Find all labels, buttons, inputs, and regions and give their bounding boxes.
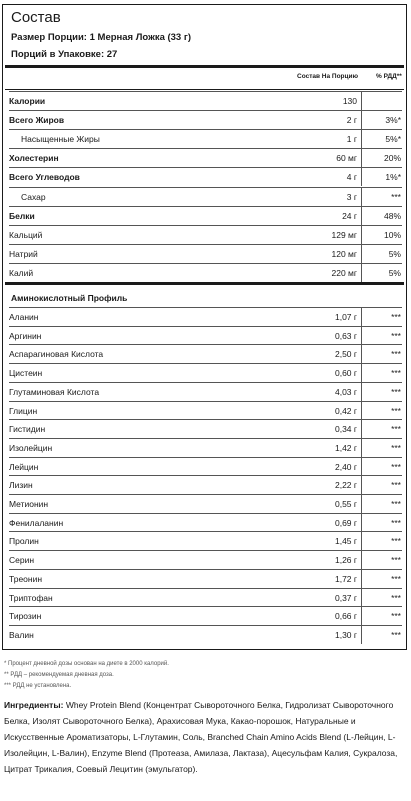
amino-daily-value: *** bbox=[391, 611, 401, 622]
amino-name: Тирозин bbox=[9, 611, 42, 622]
amino-amount: 0,66 г bbox=[334, 611, 357, 622]
nutrient-row bbox=[9, 167, 402, 186]
nutrient-amount: 60 мг bbox=[336, 153, 357, 164]
nutrition-facts-panel bbox=[2, 4, 407, 650]
header-divider bbox=[5, 89, 404, 90]
nutrient-row bbox=[9, 244, 402, 263]
footnote-2: ** РДД – рекомендуемая дневная доза. bbox=[4, 672, 114, 678]
nutrient-amount: 4 г bbox=[346, 172, 357, 183]
amino-daily-value: *** bbox=[391, 480, 401, 491]
amino-amount: 0,69 г bbox=[334, 517, 357, 528]
nutrient-row bbox=[9, 225, 402, 244]
serving-size: Размер Порции: 1 Мерная Ложка (33 г) bbox=[11, 32, 191, 43]
amino-daily-value: *** bbox=[391, 517, 401, 528]
amino-amount: 0,34 г bbox=[334, 424, 357, 435]
column-divider bbox=[361, 111, 362, 129]
amino-row bbox=[9, 382, 402, 401]
column-divider bbox=[361, 476, 362, 494]
amino-row bbox=[9, 401, 402, 420]
amino-amount: 4,03 г bbox=[334, 386, 357, 397]
column-divider bbox=[361, 149, 362, 167]
column-divider bbox=[361, 226, 362, 244]
amino-name: Аргинин bbox=[9, 330, 42, 341]
column-divider bbox=[361, 245, 362, 263]
amino-daily-value: *** bbox=[391, 499, 401, 509]
amino-amount: 1,07 г bbox=[334, 312, 357, 322]
amino-daily-value: *** bbox=[391, 405, 401, 416]
amino-amount: 0,60 г bbox=[334, 368, 357, 379]
column-divider bbox=[361, 264, 362, 282]
amino-row bbox=[9, 494, 402, 513]
ingredients bbox=[4, 697, 406, 777]
nutrient-name: Насыщенные Жиры bbox=[21, 134, 100, 145]
amino-amount: 1,72 г bbox=[334, 573, 357, 584]
amino-row bbox=[9, 513, 402, 532]
amino-row bbox=[9, 419, 402, 438]
amino-name: Фенилаланин bbox=[9, 517, 64, 528]
amino-name: Аланин bbox=[9, 312, 39, 322]
amino-name: Валин bbox=[9, 629, 34, 640]
nutrient-row bbox=[9, 129, 402, 148]
amino-row bbox=[9, 588, 402, 607]
amino-name: Гистидин bbox=[9, 424, 46, 435]
nutrient-amount: 3 г bbox=[346, 191, 357, 202]
amino-amount: 1,42 г bbox=[334, 442, 357, 453]
column-divider bbox=[361, 130, 362, 148]
amino-daily-value: *** bbox=[391, 368, 401, 379]
column-divider bbox=[361, 345, 362, 363]
nutrient-name: Белки bbox=[9, 210, 35, 221]
nutrient-daily-value: 10% bbox=[383, 229, 401, 240]
amino-name: Серин bbox=[9, 555, 35, 566]
amino-daily-value: *** bbox=[391, 592, 401, 603]
nutrient-amount: 24 г bbox=[342, 210, 357, 221]
column-divider bbox=[361, 570, 362, 588]
amino-daily-value: *** bbox=[391, 573, 401, 584]
nutrient-daily-value: 20% bbox=[383, 153, 401, 164]
amino-amount: 2,50 г bbox=[334, 349, 357, 360]
column-divider bbox=[361, 626, 362, 644]
amino-section-title: Аминокислотный Профиль bbox=[11, 293, 128, 303]
column-divider bbox=[361, 532, 362, 550]
footnote-3: *** РДД не установлена. bbox=[4, 683, 72, 689]
column-divider bbox=[361, 188, 362, 206]
amino-name: Аспарагиновая Кислота bbox=[9, 349, 104, 360]
nutrient-name: Кальций bbox=[9, 229, 43, 240]
thick-divider-amino bbox=[5, 282, 404, 285]
amino-row bbox=[9, 625, 402, 644]
column-divider bbox=[361, 168, 362, 186]
amino-amount: 0,42 г bbox=[334, 405, 357, 416]
panel-title: Состав bbox=[11, 9, 61, 26]
column-divider bbox=[361, 92, 362, 110]
amino-name: Изолейцин bbox=[9, 442, 53, 453]
amino-name: Метионин bbox=[9, 499, 49, 509]
amino-daily-value: *** bbox=[391, 629, 401, 640]
column-divider bbox=[361, 495, 362, 513]
amino-daily-value: *** bbox=[391, 386, 401, 397]
amino-name: Цистеин bbox=[9, 368, 43, 379]
footnote-1: * Процент дневной дозы основан на диете в 2000 калорий. bbox=[4, 661, 169, 667]
column-divider bbox=[361, 327, 362, 345]
column-divider bbox=[361, 402, 362, 420]
column-divider bbox=[361, 589, 362, 607]
amino-row bbox=[9, 363, 402, 382]
amino-row bbox=[9, 307, 402, 326]
amino-amount: 0,55 г bbox=[334, 499, 357, 509]
column-divider bbox=[361, 383, 362, 401]
amino-row bbox=[9, 475, 402, 494]
amino-row bbox=[9, 531, 402, 550]
amino-amount: 2,40 г bbox=[334, 461, 357, 472]
nutrient-amount: 129 мг bbox=[331, 229, 357, 240]
nutrient-name: Всего Жиров bbox=[9, 115, 65, 126]
thick-divider-top bbox=[5, 65, 404, 68]
amino-name: Триптофан bbox=[9, 592, 53, 603]
nutrient-amount: 120 мг bbox=[331, 248, 357, 259]
amino-row bbox=[9, 438, 402, 457]
amino-daily-value: *** bbox=[391, 312, 401, 322]
amino-daily-value: *** bbox=[391, 536, 401, 547]
column-divider bbox=[361, 458, 362, 476]
ingredients-label: Ингредиенты: bbox=[4, 700, 64, 710]
amino-amount: 1,45 г bbox=[334, 536, 357, 547]
nutrient-daily-value: 1%* bbox=[385, 172, 401, 183]
ingredients-text: Whey Protein Blend (Концентрат Сывороточного Белка, Гидролизат Сывороточного Белка, Изолят Сывороточного Белка), Арахисовая Мука, Какао-порошок, Натуральные и Искусственные Ароматизаторы, L-Глутамин, Соль, Branched Chain Amino Acids Blend (L-Лейцин, L-Изолейцин, L-Валин), Enzyme Blend (Протеаза, Амилаза, Лактаза), Ацесульфам Калия, Сукралоза, Цитрат Трикалия, Соевый Лецитин (эмульгатор). bbox=[4, 700, 398, 774]
column-header-amount: Состав На Порцию bbox=[297, 73, 359, 80]
amino-daily-value: *** bbox=[391, 461, 401, 472]
amino-row bbox=[9, 457, 402, 476]
amino-daily-value: *** bbox=[391, 424, 401, 435]
amino-daily-value: *** bbox=[391, 330, 401, 341]
amino-name: Треонин bbox=[9, 573, 43, 584]
amino-daily-value: *** bbox=[391, 555, 401, 566]
nutrient-name: Сахар bbox=[21, 191, 46, 202]
column-divider bbox=[361, 514, 362, 532]
nutrient-amount: 130 bbox=[342, 96, 357, 106]
nutrient-daily-value: 5% bbox=[388, 248, 401, 259]
nutrient-daily-value: 5% bbox=[388, 267, 401, 278]
nutrient-amount: 220 мг bbox=[331, 267, 357, 278]
amino-row bbox=[9, 344, 402, 363]
amino-row bbox=[9, 326, 402, 345]
nutrient-daily-value: *** bbox=[391, 191, 401, 202]
amino-daily-value: *** bbox=[391, 442, 401, 453]
nutrient-row bbox=[9, 148, 402, 167]
column-divider bbox=[361, 308, 362, 326]
nutrient-daily-value: 48% bbox=[383, 210, 401, 221]
amino-row bbox=[9, 569, 402, 588]
amino-amount: 2,22 г bbox=[334, 480, 357, 491]
nutrient-row bbox=[9, 91, 402, 110]
amino-name: Лейцин bbox=[9, 461, 39, 472]
column-header-dv: % РДД** bbox=[376, 73, 402, 80]
column-divider bbox=[361, 364, 362, 382]
column-divider bbox=[361, 551, 362, 569]
nutrient-row bbox=[9, 263, 402, 282]
amino-amount: 0,37 г bbox=[334, 592, 357, 603]
amino-daily-value: *** bbox=[391, 349, 401, 360]
servings-per-container: Порций в Упаковке: 27 bbox=[11, 49, 118, 60]
nutrient-amount: 2 г bbox=[346, 115, 357, 126]
amino-name: Глутаминовая Кислота bbox=[9, 386, 100, 397]
nutrient-row bbox=[9, 187, 402, 206]
column-divider bbox=[361, 607, 362, 625]
nutrient-name: Всего Углеводов bbox=[9, 172, 80, 183]
nutrient-row bbox=[9, 110, 402, 129]
amino-row bbox=[9, 606, 402, 625]
column-divider bbox=[361, 420, 362, 438]
column-divider bbox=[361, 439, 362, 457]
nutrient-name: Калории bbox=[9, 96, 46, 106]
nutrient-name: Холестерин bbox=[9, 153, 59, 164]
amino-name: Лизин bbox=[9, 480, 33, 491]
nutrient-name: Калий bbox=[9, 267, 34, 278]
nutrient-row bbox=[9, 206, 402, 225]
nutrient-amount: 1 г bbox=[346, 134, 357, 145]
column-divider bbox=[361, 207, 362, 225]
nutrient-daily-value: 3%* bbox=[385, 115, 401, 126]
amino-amount: 1,30 г bbox=[334, 629, 357, 640]
amino-amount: 0,63 г bbox=[334, 330, 357, 341]
nutrient-name: Натрий bbox=[9, 248, 38, 259]
amino-name: Глицин bbox=[9, 405, 38, 416]
nutrient-daily-value: 5%* bbox=[385, 134, 401, 145]
amino-amount: 1,26 г bbox=[334, 555, 357, 566]
amino-name: Пролин bbox=[9, 536, 39, 547]
amino-row bbox=[9, 550, 402, 569]
